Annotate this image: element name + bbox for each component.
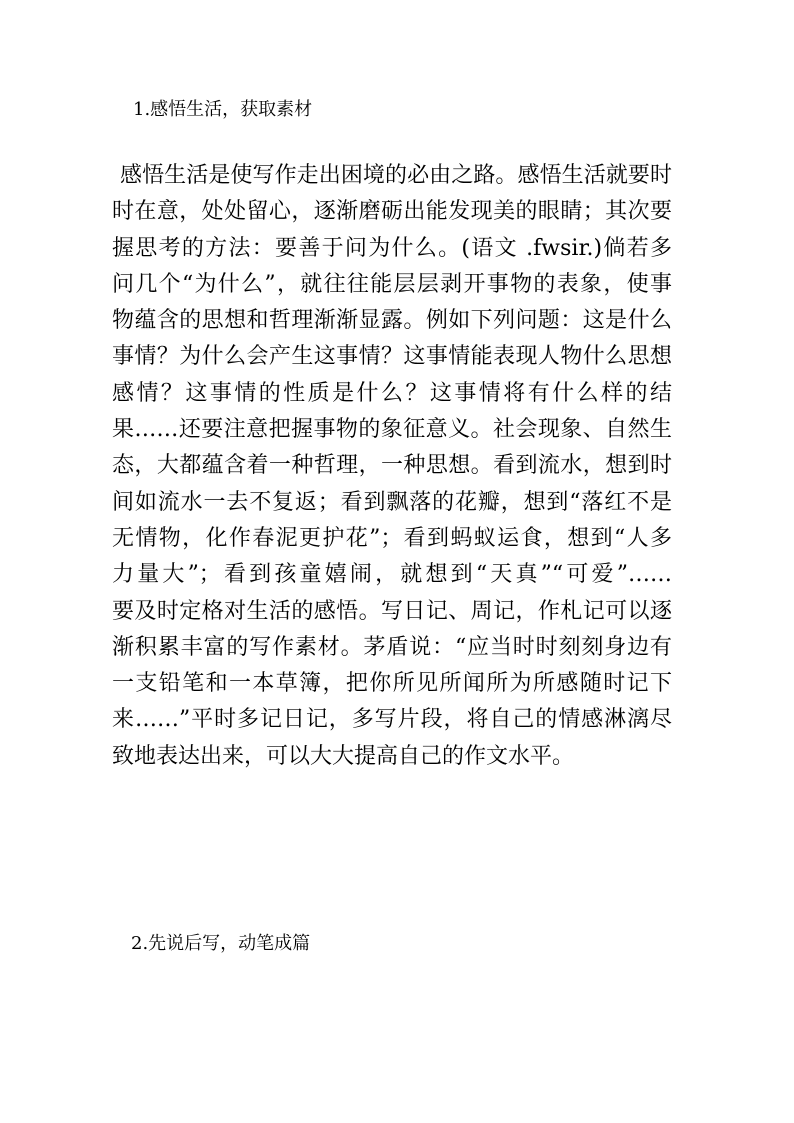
paragraph-line: 无情物，化作春泥更护花”；看到蚂蚁运食，想到“人多 bbox=[112, 525, 672, 551]
paragraph-line: 来……”平时多记日记，多写片段，将自己的情感淋漓尽 bbox=[112, 707, 672, 733]
section-heading-2: 2.先说后写，动笔成篇 bbox=[131, 933, 311, 954]
paragraph-line: 事情？为什么会产生这事情？这事情能表现人物什么思想 bbox=[112, 344, 672, 370]
section-heading-1: 1.感悟生活，获取素材 bbox=[133, 99, 313, 120]
body-paragraph bbox=[112, 158, 672, 775]
paragraph-line: 时在意，处处留心，逐渐磨砺出能发现美的眼睛；其次要 bbox=[112, 199, 672, 225]
paragraph-line: 握思考的方法：要善于问为什么。(语文 .fwsir.)倘若多 bbox=[112, 235, 672, 261]
paragraph-line: 感悟生活是使写作走出困境的必由之路。感悟生活就要时 bbox=[120, 163, 672, 188]
paragraph-line: 间如流水一去不复返；看到飘落的花瓣，想到“落红不是 bbox=[112, 489, 672, 515]
paragraph-line: 态，大都蕴含着一种哲理，一种思想。看到流水，想到时 bbox=[112, 453, 672, 479]
paragraph-line: 物蕴含的思想和哲理渐渐显露。例如下列问题：这是什么 bbox=[112, 308, 672, 334]
paragraph-line: 致地表达出来，可以大大提高自己的作文水平。 bbox=[112, 743, 575, 769]
paragraph-line: 感情？这事情的性质是什么？这事情将有什么样的结 bbox=[112, 380, 672, 406]
paragraph-line: 渐积累丰富的写作素材。茅盾说：“应当时时刻刻身边有 bbox=[112, 634, 672, 660]
paragraph-line: 问几个“为什么”，就往往能层层剥开事物的表象，使事 bbox=[112, 271, 672, 297]
paragraph-line: 力量大”；看到孩童嬉闹，就想到“天真”“可爱”…… bbox=[112, 562, 672, 588]
paragraph-line: 要及时定格对生活的感悟。写日记、周记，作札记可以逐 bbox=[112, 598, 672, 624]
paragraph-line: 果……还要注意把握事物的象征意义。社会现象、自然生 bbox=[112, 417, 672, 443]
paragraph-line: 一支铅笔和一本草簿，把你所见所闻所为所感随时记下 bbox=[112, 671, 672, 697]
